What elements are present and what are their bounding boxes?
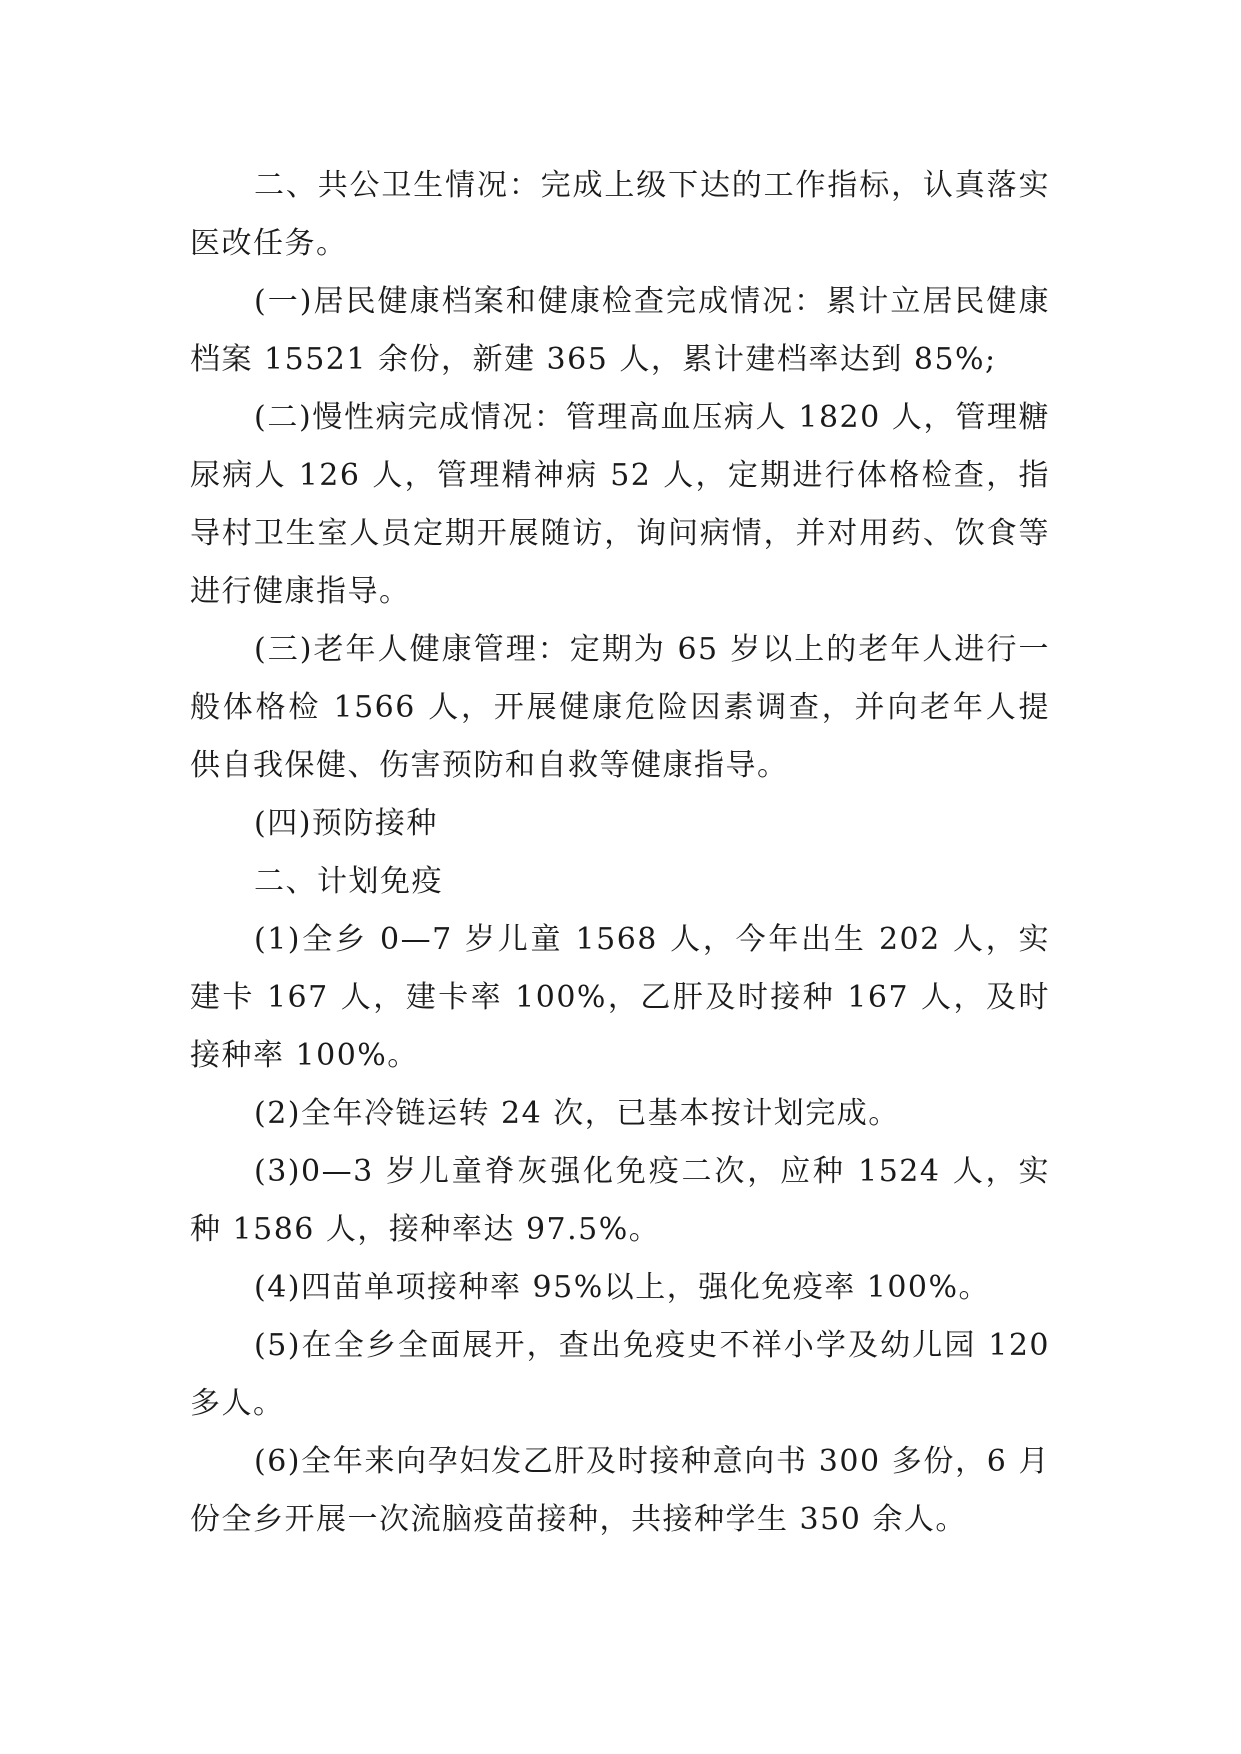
section-heading-immunization: 二、计划免疫 — [254, 864, 443, 899]
list-item-3: (3)0—3 岁儿童脊灰强化免疫二次，应种 1524 人，实种 1586 人，接种率达 97.5%。 — [190, 1154, 1050, 1247]
list-item-4: (4)四苗单项接种率 95%以上，强化免疫率 100%。 — [254, 1270, 991, 1305]
paragraph-chronic-disease: (二)慢性病完成情况：管理高血压病人 1820 人，管理糖尿病人 126 人，管理精神病 52 人，定期进行体格检查，指导村卫生室人员定期开展随访，询问病情，并对用药、饮食等进行健康指导。 — [190, 400, 1050, 609]
subheading-vaccination: (四)预防接种 — [254, 806, 438, 841]
list-item-2: (2)全年冷链运转 24 次，已基本按计划完成。 — [254, 1096, 900, 1131]
list-item-1: (1)全乡 0—7 岁儿童 1568 人，今年出生 202 人，实建卡 167 人，建卡率 100%，乙肝及时接种 167 人，及时接种率 100%。 — [190, 922, 1050, 1073]
list-item-5: (5)在全乡全面展开，查出免疫史不祥小学及幼儿园 120 多人。 — [190, 1328, 1050, 1421]
paragraph-health-records: (一)居民健康档案和健康检查完成情况：累计立居民健康档案 15521 余份，新建 365 人，累计建档率达到 85%; — [190, 284, 1050, 377]
section-heading-public-health: 二、共公卫生情况：完成上级下达的工作指标，认真落实医改任务。 — [190, 168, 1050, 261]
list-item-6: (6)全年来向孕妇发乙肝及时接种意向书 300 多份，6 月份全乡开展一次流脑疫苗接种，共接种学生 350 余人。 — [190, 1444, 1050, 1537]
document-body — [190, 157, 1050, 1549]
paragraph-elderly-health: (三)老年人健康管理：定期为 65 岁以上的老年人进行一般体格检 1566 人，开展健康危险因素调查，并向老年人提供自我保健、伤害预防和自救等健康指导。 — [190, 632, 1050, 783]
